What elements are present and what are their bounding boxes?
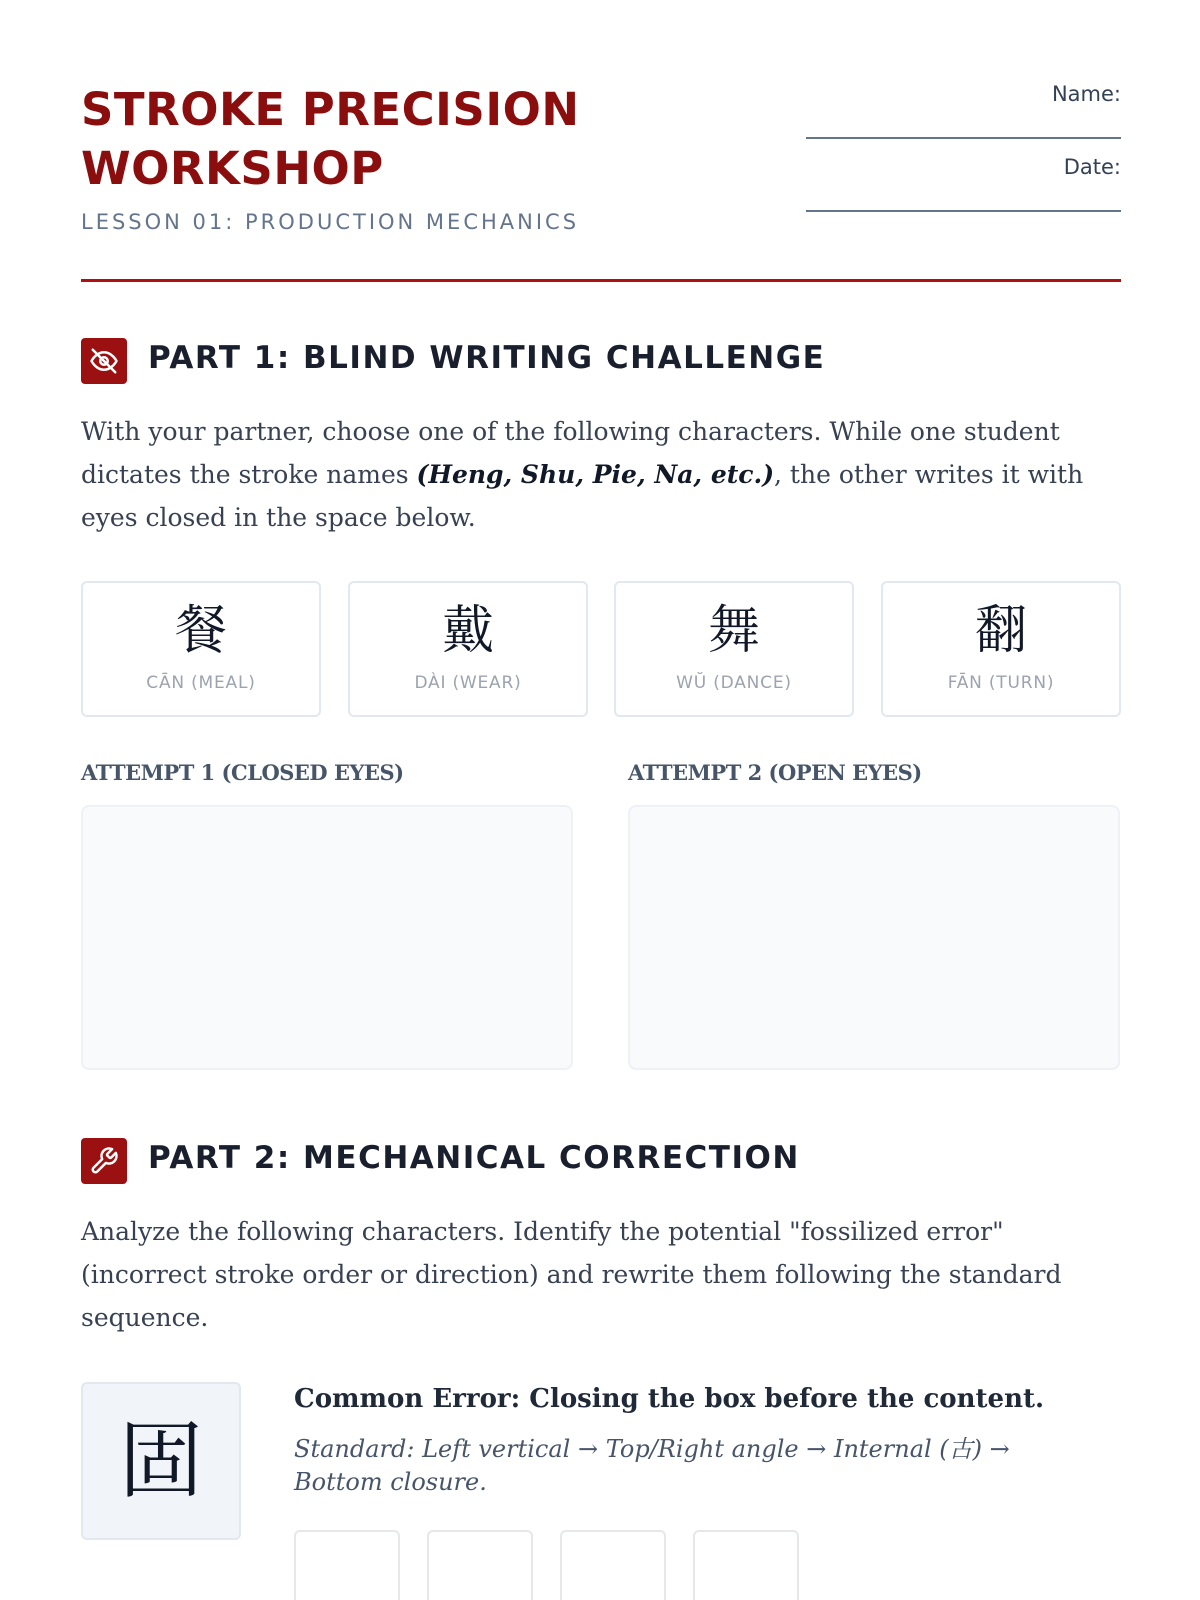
part2-header [81, 1138, 1121, 1186]
character-hanzi: 翻 [974, 601, 1027, 661]
character-hanzi: 舞 [707, 601, 760, 661]
error-standard-order: Standard: Left vertical → Top/Right angle → Internal (古) → Bottom closure. [294, 1435, 1010, 1496]
attempt2-writing-area[interactable] [628, 805, 1120, 1070]
date-field[interactable] [806, 153, 1121, 213]
worksheet-page [81, 0, 1121, 1600]
lesson-subtitle: LESSON 01: PRODUCTION MECHANICS [81, 210, 580, 234]
part1-instructions-text: With your partner, choose one of the following characters. While one student dictates the stroke names [81, 417, 1060, 489]
date-line[interactable] [806, 210, 1121, 212]
error-title: Common Error: Closing the box before the content. [294, 1384, 1045, 1414]
part1-title: PART 1: BLIND WRITING CHALLENGE [148, 340, 826, 376]
wrench-icon [81, 1138, 127, 1184]
character-hanzi: 餐 [174, 601, 227, 661]
header-divider [81, 279, 1121, 282]
error-character-box [81, 1382, 241, 1540]
practice-cell[interactable] [693, 1530, 799, 1600]
name-field[interactable] [806, 80, 1121, 140]
character-card[interactable] [881, 581, 1121, 717]
attempt1-label: ATTEMPT 1 (CLOSED EYES) [81, 760, 404, 785]
character-card[interactable] [81, 581, 321, 717]
eye-off-icon [81, 338, 127, 384]
part1-header [81, 338, 1121, 386]
part1-instructions-end: , the other writes it with eyes closed in the space below. [81, 460, 1084, 532]
character-pinyin: FĀN (TURN) [947, 673, 1055, 693]
practice-cell[interactable] [294, 1530, 400, 1600]
character-hanzi: 戴 [441, 601, 494, 661]
character-pinyin: CĀN (MEAL) [146, 673, 256, 693]
part2-title: PART 2: MECHANICAL CORRECTION [148, 1140, 800, 1176]
name-label: Name: [1051, 82, 1121, 106]
date-label: Date: [1063, 155, 1121, 179]
character-pinyin: WŬ (DANCE) [676, 673, 792, 693]
title-line-2: WORKSHOP [81, 142, 384, 195]
part2-instructions: Analyze the following characters. Identify the potential "fossilized error" (incorrect stroke order or direction) and rewrite them following the standard sequence. [81, 1217, 1062, 1332]
stroke-names-emphasis: (Heng, Shu, Pie, Na, etc.) [416, 460, 775, 489]
part1-instructions [81, 410, 1121, 539]
title-line-1: STROKE PRECISION [81, 83, 580, 136]
character-pinyin: DÀI (WEAR) [414, 673, 522, 693]
attempt2-label: ATTEMPT 2 (OPEN EYES) [628, 760, 922, 785]
practice-cell[interactable] [427, 1530, 533, 1600]
worksheet-title [81, 80, 701, 198]
name-line[interactable] [806, 137, 1121, 139]
character-choices [81, 581, 1121, 717]
error-character: 固 [118, 1412, 203, 1510]
practice-cell[interactable] [560, 1530, 666, 1600]
attempt1-writing-area[interactable] [81, 805, 573, 1070]
character-card[interactable] [348, 581, 588, 717]
character-card[interactable] [614, 581, 854, 717]
